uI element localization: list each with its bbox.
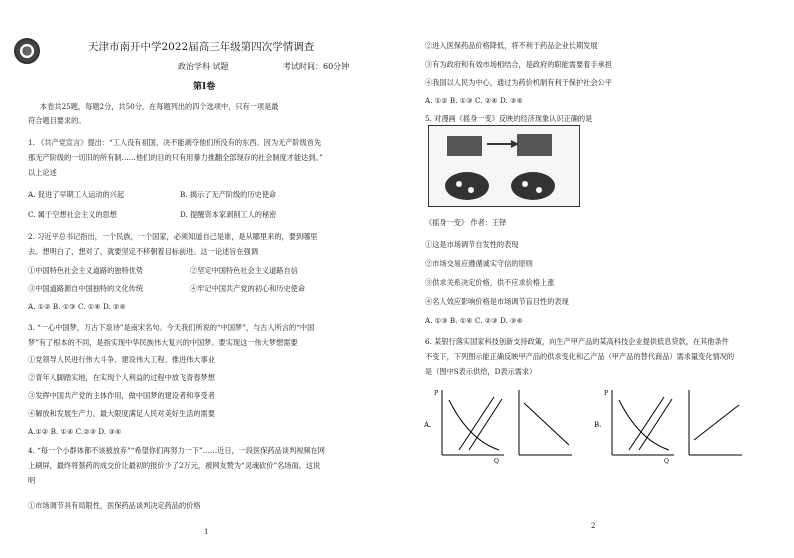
graph-a-axis-quantity: Q [494,458,499,465]
exam-time: 考试时间：60分钟 [283,62,350,71]
q4-option-4: ④我国以人民为中心，通过为药价机制有利于保护社会公平 [425,78,612,87]
q4-answers: A. ①② B. ①③ C. ②④ D. ③④ [425,96,523,105]
q3-option-4: ④解放和发展生产力，最大限度满足人民对美好生活的需要 [28,409,215,418]
q1-option-c: C. 属于空想社会主义的思想 [28,210,117,219]
q2-option-4: ④牢记中国共产党的初心和历史使命 [190,284,306,293]
q2-option-1: ①中国特色社会主义道路的独特优势 [28,266,144,275]
page-number-left: 1 [204,528,209,536]
graph-a-axis-price: P [434,390,439,397]
intro-line-2: 符合题目要求的。 [28,116,86,125]
volume-label: 第Ⅰ卷 [193,82,216,92]
q1-option-d: D. 提醒资本家剥削工人的秘密 [180,210,277,219]
q3-line-1: 3. “一心中国梦，万古下泉诗”是南宋名句。今天我们所说的“中国梦”，与古人所言的“中国 [28,323,315,332]
q6-line-2: 不变下，下列图示能正确反映甲产品的供求变化和乙产品（甲产品的替代商品）需求量变化情况的 [425,352,735,361]
q3-line-2: 梦”有了根本的不同，是指实现中华民族伟大复兴的中国梦。要实现这一伟大梦想需要 [28,338,298,347]
subject-label: 政治学科 试题 [178,62,229,71]
graph-b-axis-price: P [604,390,609,397]
cartoon-image [428,125,580,207]
q5-option-3: ③供求关系决定价格，供不应求价格上涨 [425,278,555,287]
graph-b-label: B. [594,421,602,429]
q3-option-1: ①党领导人民进行伟大斗争、建设伟大工程、推进伟大事业 [28,355,215,364]
q2-line-2: 去。想明白了，想对了，就要坚定不移朝着目标前进。这一论述旨在强调 [28,247,259,256]
q1-line-2: 那无产阶级的一切旧的所有制……他们的目的只有用暴力推翻全部现存的社会制度才能达到。” [28,153,323,162]
graph-a-label: A. [424,421,432,429]
intro-line-1: 本卷共25题，每题2分，共50分，在每题列出的四个选项中，只有一项是最 [40,102,279,111]
q4-line-2: 上刷屏，最终将蔡药的成交价让最初的报价少了2万元，被网友赞为“灵魂砍价”名场面。这说 [28,461,321,470]
q2-answers: A. ①② B. ①③ C. ①④ D. ②④ [28,302,126,311]
q6-line-3: 是（图中S表示供给，D表示需求） [425,367,537,376]
q5-option-4: ④名人效应影响价格是市场调节盲目性的表现 [425,297,569,306]
q6-graph-b [594,385,744,465]
q1-line-1: 1. 《共产党宣言》提出：“工人没有祖国，决不能剥夺他们所没有的东西。因为无产阶级首先 [28,138,322,147]
q5-option-1: ①这是市场调节自发性的表现 [425,240,519,249]
q3-answers: A.①② B. ①④ C.②③ D. ③④ [28,427,122,436]
page-right [397,0,794,558]
page-number-right: 2 [591,522,596,530]
q4-option-1: ①市场调节具有局限性，医保药品谈判决定药品的价格 [28,501,201,510]
q4-line-1: 4. “每一个小群体都不该被放弃”“希望你们再努力一下”……近日，一段医保药品谈判视频在网 [28,446,325,455]
q6-line-1: 6. 某银行落实国家科技创新支持政策，向生产甲产品的某高科技企业提供低息贷款，在其他条件 [425,337,729,346]
q2-line-1: 2. 习近平总书记指出，一个民族，一个国家，必须知道自己是谁，是从哪里来的，要到哪里 [28,232,318,241]
q1-option-b: B. 揭示了无产阶级的历史使命 [180,190,277,199]
q2-option-2: ②坚定中国特色社会主义道路自信 [190,266,298,275]
q5-answers: A. ①③ B. ①④ C. ②③ D. ③④ [425,316,523,325]
q1-option-a: A. 促进了早期工人运动的兴起 [28,190,125,199]
exam-title: 天津市南开中学2022届高三年级第四次学情调查 [88,41,315,53]
q3-option-3: ③发挥中国共产党的主体作用，做中国梦的建设者和享受者 [28,391,215,400]
q5-line-1: 5. 对漫画《摇身一变》反映的经济现象认识正确的是 [425,114,593,123]
graph-b-axis-quantity: Q [664,458,669,465]
q4-option-3: ③有为政府和有效市场相结合，是政府的职能需要着手承担 [425,60,612,69]
school-logo [14,38,40,64]
q6-graph-a [424,385,574,465]
q5-option-2: ②市场交易应遵循诚实守信的原则 [425,259,533,268]
q3-option-2: ②青年人脚踏实地，在实现个人利益的过程中放飞青春梦想 [28,373,215,382]
q1-line-3: 以上论述 [28,168,57,177]
q4-option-2: ②进入医保药品价格降低，将不利于药品企业长期发展 [425,41,598,50]
q2-option-3: ③中国道路源自中国独特的文化传统 [28,284,144,293]
cartoon-caption: 《摇身一变》 作者：王铎 [425,218,507,227]
q4-line-3: 明 [28,476,36,485]
